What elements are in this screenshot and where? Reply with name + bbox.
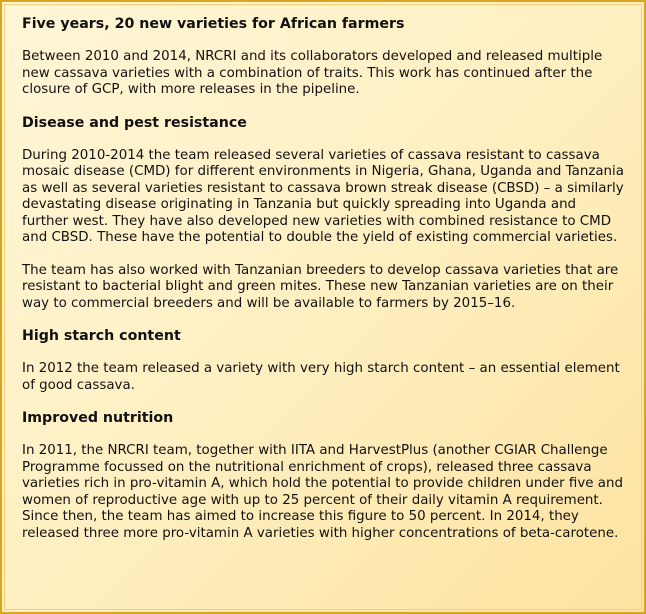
paragraph-intro: Between 2010 and 2014, NRCRI and its collaborators developed and released multiple new cassava varieties with a combination of traits. This work has continued after the closure of GCP, with more releases in the pipeline. (22, 49, 603, 97)
section-heading-nutrition: Improved nutrition (22, 410, 174, 426)
paragraph-starch: In 2012 the team released a variety with very high starch content – an essential element of good cassava. (22, 361, 620, 393)
paragraph-cmd-cbsd: During 2010-2014 the team released several varieties of cassava resistant to cassava mosaic disease (CMD) for different environments in Nigeria, Ghana, Uganda and Tanzania as well as several varieties resistant to cassava brown streak disease (CBSD) – a similarly devastating disease originating in Tanzania but quickly spreading into Uganda and further west. They have also developed new varieties with combined resistance to CMD and CBSD. These have the potential to double the yield of existing commercial varieties. (22, 147, 624, 245)
paragraph-tanzania: The team has also worked with Tanzanian breeders to develop cassava varieties that are resistant to bacterial blight and green mites. These new Tanzanian varieties are on their way to commercial breeders and will be available to farmers by 2015–16. (22, 262, 619, 311)
section-heading-varieties: Five years, 20 new varieties for African farmers (22, 16, 405, 32)
section-heading-disease: Disease and pest resistance (22, 114, 247, 131)
paragraph-nutrition: In 2011, the NRCRI team, together with IITA and HarvestPlus (another CGIAR Challenge Programme focussed on the nutritional enrichment of crops), released three cassava varieties rich in pro-vitamin A, which hold the potential to provide children under five and women of reproductive age with up to 25 percent of their daily vitamin A requirement. Since then, the team has aimed to increase this figure to 50 percent. In 2014, they released three more pro-vitamin A varieties with higher concentrations of beta-carotene. (22, 443, 623, 541)
section-heading-starch: High starch content (22, 328, 181, 344)
